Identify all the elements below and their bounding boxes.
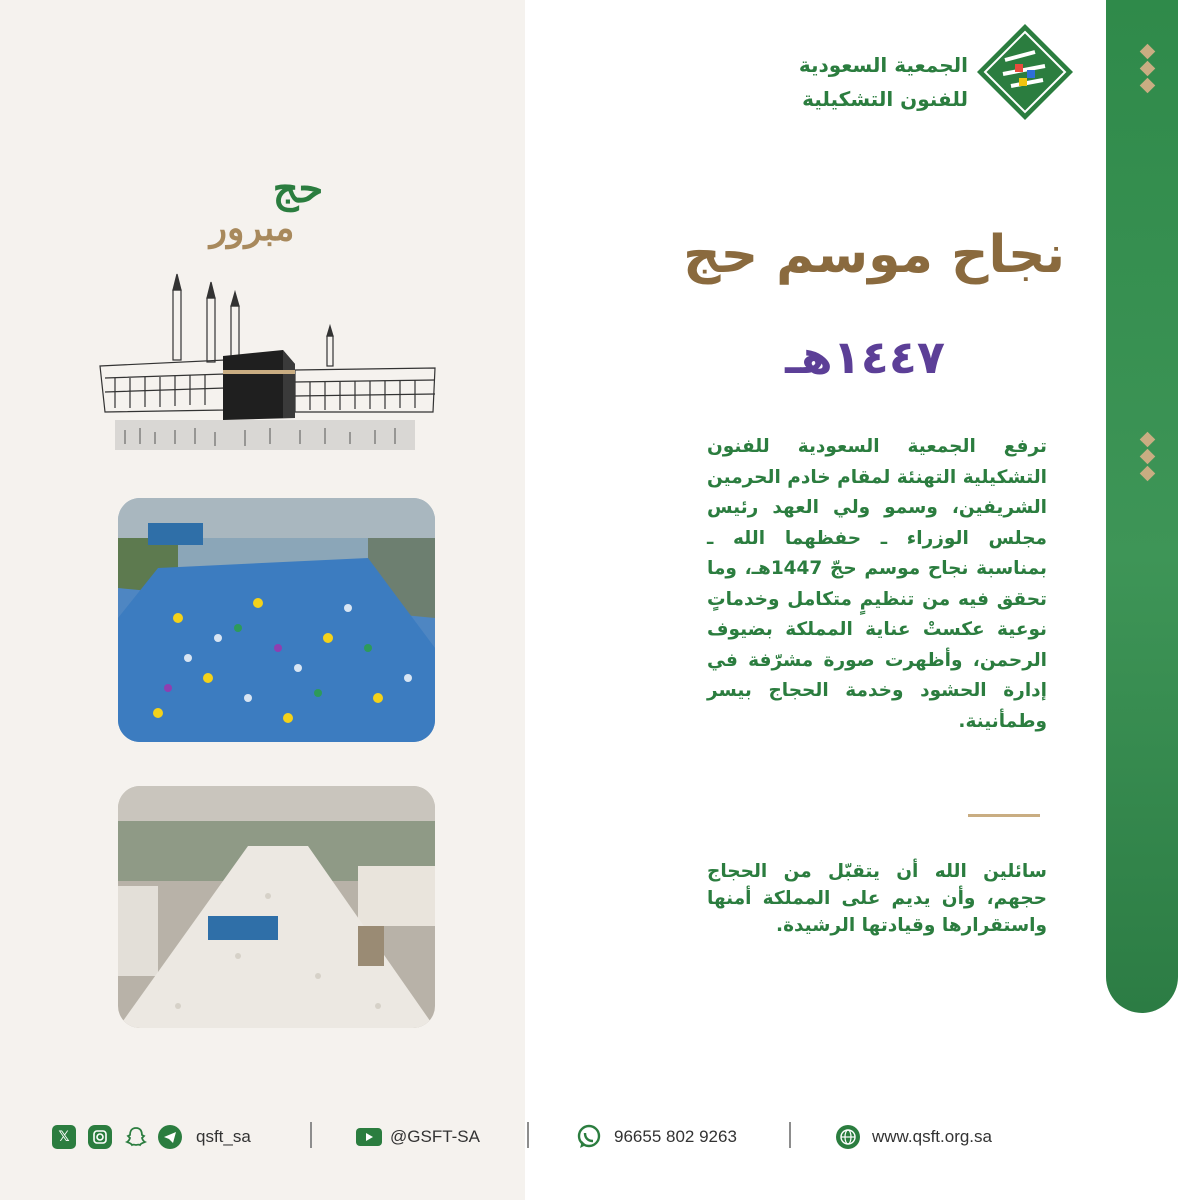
footer-divider-1 — [310, 1122, 312, 1148]
green-side-strip — [1106, 0, 1178, 1013]
social-icons-group — [52, 1122, 251, 1152]
pilgrims-road-photo — [118, 786, 435, 1028]
closing-paragraph: سائلين الله أن يتقبّل من الحجاج حجهم، وأن يديم على المملكة أمنها واستقرارها وقيادتها الرشيدة. — [707, 861, 1047, 936]
youtube-handle[interactable]: @GSFT-SA — [390, 1127, 480, 1146]
phone-number[interactable]: 96655 802 9263 — [614, 1127, 737, 1146]
website-group — [836, 1122, 992, 1152]
x-icon[interactable]: 𝕏 — [52, 1125, 76, 1149]
whatsapp-group — [576, 1122, 737, 1152]
globe-icon[interactable] — [836, 1125, 860, 1149]
website-url[interactable]: www.qsft.org.sa — [872, 1127, 992, 1146]
svg-text:مبرور: مبرور — [209, 207, 295, 249]
whatsapp-icon[interactable] — [576, 1124, 602, 1150]
page-title: نجاح موسم حج — [683, 225, 1065, 285]
social-handle[interactable]: qsft_sa — [196, 1127, 251, 1146]
instagram-icon[interactable] — [88, 1125, 112, 1149]
diamond-ornament-top — [1136, 46, 1158, 97]
telegram-icon[interactable] — [158, 1125, 182, 1149]
svg-text:حج: حج — [272, 165, 324, 212]
org-name-line2: للفنون التشكيلية — [802, 87, 968, 111]
kaaba-illustration — [95, 270, 440, 475]
youtube-icon[interactable] — [356, 1128, 382, 1146]
hajj-mabrour-calligraphy — [190, 160, 335, 255]
footer-divider-2 — [527, 1122, 529, 1148]
org-name-line1: الجمعية السعودية — [798, 53, 968, 77]
hijri-year: ١٤٤٧هـ — [785, 330, 945, 384]
footer-divider-3 — [789, 1122, 791, 1148]
org-name — [799, 48, 968, 116]
divider — [968, 814, 1040, 817]
congratulation-paragraph: ترفع الجمعية السعودية للفنون التشكيلية التهنئة لمقام خادم الحرمين الشريفين، وسمو ولي العهد رئيس مجلس الوزراء ـ حفظهما الله ـ بمناسبة نجاح موسم حجّ 1447هـ، وما تحقق فيه من تنظيمٍ متكامل وخدماتٍ نوعية عكستْ عناية المملكة بضيوف الرحمن، وأظهرت صورة مشرّفة في إدارة الحشود وخدمة الحجاج بيسر وطمأنينة. — [707, 436, 1047, 732]
snapchat-icon[interactable] — [124, 1125, 148, 1149]
diamond-ornament-middle — [1136, 434, 1158, 485]
logo-icon — [975, 22, 1075, 122]
youtube-group — [356, 1122, 480, 1152]
pilgrims-umbrellas-photo — [118, 498, 435, 742]
